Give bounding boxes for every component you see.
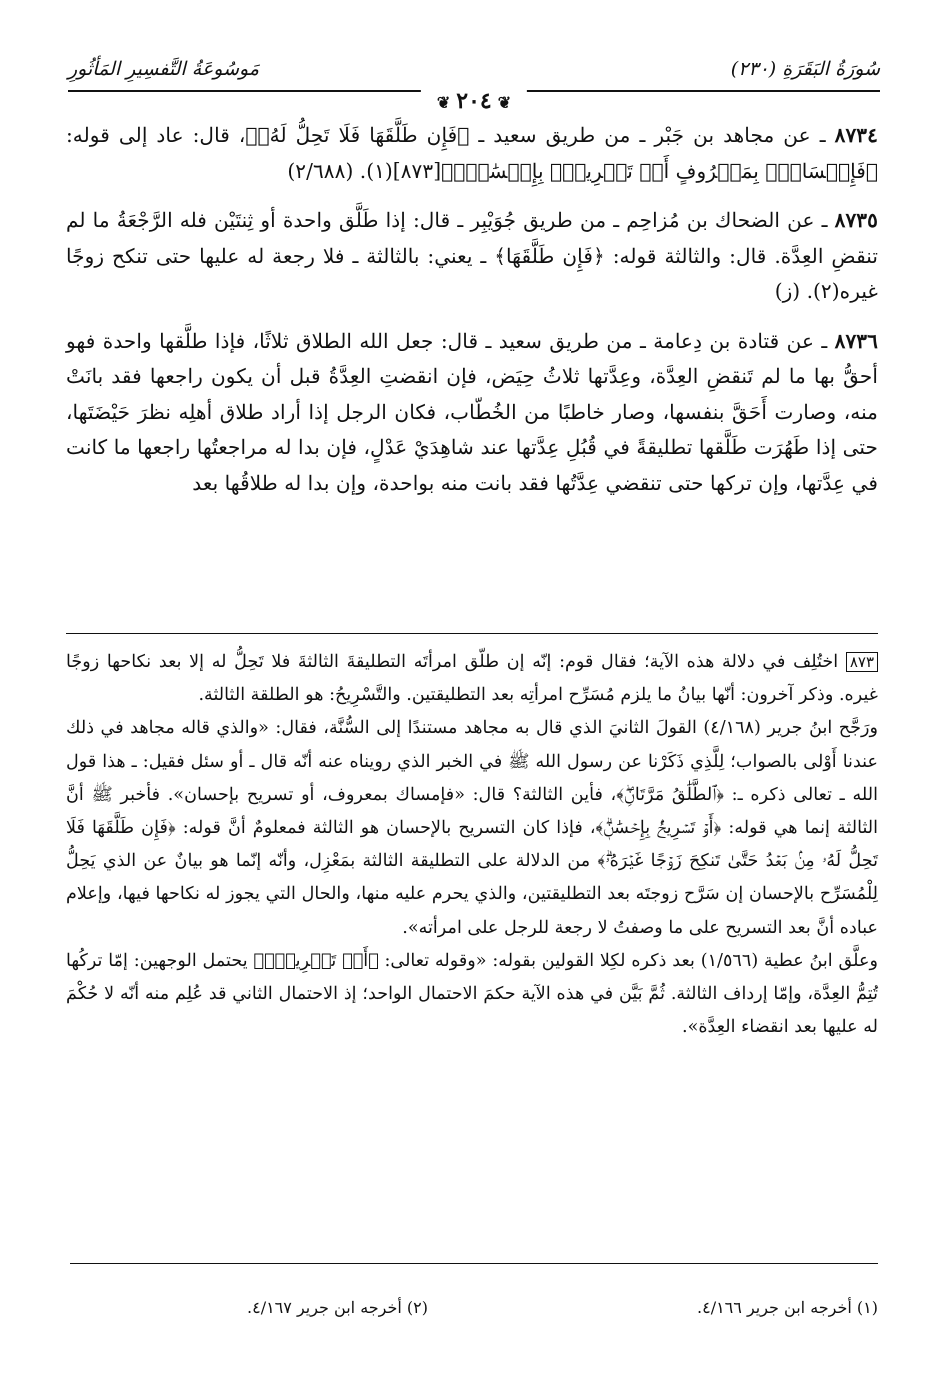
main-text bbox=[66, 118, 878, 515]
footnote-divider bbox=[70, 1263, 878, 1264]
commentary-notes bbox=[66, 646, 878, 1044]
note-paragraph: وعلَّق ابنُ عطية (١/٥٦٦) بعد ذكره لكِلا القولين بقوله: «وقوله تعالى: ﴿أَوۡ تَسۡرِيحُۢ﴾ يحتمل الوجهين: إمّا تركُها تُتِمُّ العِدَّة، وإمّا إرداف الثالثة. ثُمَّ بَيَّن في هذه الآية حكمَ الاحتمال الواحد؛ إذ الاحتمال الثاني قد عُلِم منه أنّه لا حُكْمَ له عليها بعد انقضاء العِدَّة». bbox=[66, 950, 878, 1038]
notes-divider bbox=[66, 633, 878, 634]
narration-number: ٨٧٣٦ bbox=[834, 328, 878, 353]
note-marker: ٨٧٣ bbox=[846, 652, 878, 672]
ornament-icon: ❦ bbox=[436, 93, 451, 112]
note-paragraph bbox=[66, 646, 878, 712]
page-header bbox=[68, 52, 880, 92]
narration-number: ٨٧٣٥ bbox=[834, 208, 878, 232]
narration-text: ـ عن قتادة بن دِعامة ـ من طريق سعيد ـ قال: جعل الله الطلاق ثلاثًا، فإذا طلَّقها واحدة فهو أحقُّ بها ما لم تَنقضِ العِدَّة، وعِدَّتها ثلاثُ حِيَض، فإن انقضتِ العِدَّةُ قبل أن يكون راجعها فقد بانَتْ منه، وصارت أَحَقَّ بنفسها، وصار خاطبًا من الخُطّاب، فكان الرجل إذا أراد طلاق أهلِه نظرَ حَيْضَتَها، حتى إذا طَهُرَت طَلَّقها تطليقةً في قُبُلِ عِدَّتها عند شاهِدَيْ عَدْلٍ، فإن بدا له مراجعتُها راجعها ما كانت في عِدَّتها، وإن تركها حتى تنقضي عِدَّتُها فقد بانت منه بواحدة، وإن بدا له طلاقُها بعد bbox=[66, 328, 878, 495]
page-number-value: ٢٠٤ bbox=[456, 88, 492, 114]
footnote-1: (١) أخرجه ابن جرير ٤/١٦٦. bbox=[697, 1298, 878, 1317]
ornament-icon: ❦ bbox=[497, 93, 512, 112]
note-text: اختُلِف في دلالة هذه الآية؛ فقال قوم: إنّه إن طلّق امرأتَه التطليقةَ الثالثةَ فلا تَحِلُّ له إلا بعد نكاحها زوجًا غيره. وذكر آخرون: أنّها بيانُ ما يلزم مُسَرِّح امرأتِه بعد التطليقتين. والتَّسْرِيحُ: هو الطلقة الثالثة. bbox=[66, 652, 878, 706]
narration-8734 bbox=[66, 118, 878, 189]
narration-text: ـ عن مجاهد بن جَبْر ـ من طريق سعيد ـ ﴿فَإِن طَلَّقَهَا فَلَا تَحِلُّ لَهُۥ﴾، قال: عاد إلى قوله: ﴿فَإِمۡسَاكُۢ بِمَعۡرُوفٍ أَوۡ تَسۡرِيحُۢ بِإِحۡسَٰنٖۗ﴾[٨٧٣](١). (٢/٦٨٨) bbox=[66, 123, 878, 183]
narration-8736 bbox=[66, 324, 878, 502]
narration-text: ـ عن الضحاك بن مُزاحِم ـ من طريق جُوَيْبِر ـ قال: إذا طَلَّق واحدة أو ثِنتَيْن فله الرَّجْعَةُ ما لم تنقضِ العِدَّة. قال: والثالثة قوله: ﴿فَإِن طَلَّقَهَا﴾ ـ يعني: بالثالثة ـ فلا رجعة له عليها حتى تنكح زوجًا غيره(٢). (ز) bbox=[66, 208, 878, 303]
narration-8735 bbox=[66, 203, 878, 310]
page-number bbox=[421, 88, 527, 114]
note-paragraph: ورَجَّح ابنُ جرير (٤/١٦٨) القولَ الثانيَ الذي قال به مجاهد مستندًا إلى السُّنَّة، فقال: «والذي قاله مجاهد في ذلك عندنا أَوْلى بالصواب؛ لِلَّذِي ذَكَرْنا عن رسول الله ﷺ في الخبر الذي رويناه عنه أنّه قال ـ أو سئل فقيل: ـ هذا قول الله ـ تعالى ذكره ـ: ﴿ٱلطَّلَٰقُ مَرَّتَانِۖ﴾، فأين الثالثة؟ قال: «فإمساك بمعروف، أو تسريح بإحسان». فأخبر ﷺ أنَّ الثالثة إنما هي قوله: ﴿أَوۡ تَسۡرِيحُۢ بِإِحۡسَٰنٖۗ﴾، فإذا كان التسريح بالإحسان هو الثالثة فمعلومٌ أنَّ قوله: ﴿فَإِن طَلَّقَهَا فَلَا تَحِلُّ لَهُۥ مِنۢ بَعۡدُ حَتَّىٰ تَنكِحَ زَوۡجًا غَيۡرَهُۥۗ﴾ من الدلالة على التطليقة الثالثة بمَعْزِل، وأنّه إنّما هو بيانٌ عن الذي يَحِلُّ لِلْمُسَرِّح بالإحسان إن سَرَّح زوجتَه بعد التطليقتين، والذي يحرم عليه منها، والحال التي يجوز له نكاحها فيها، وإعلام عباده أنَّ بعد التسريح على ما وصفتُ لا رجعة للرجل على امرأته». bbox=[66, 718, 878, 938]
narration-number: ٨٧٣٤ bbox=[834, 123, 878, 147]
footnote-2: (٢) أخرجه ابن جرير ٤/١٦٧. bbox=[247, 1298, 428, 1317]
surah-title: سُورَةُ البَقَرَةِ (٢٣٠) bbox=[730, 58, 880, 80]
book-title: مَوسُوعَةُ التَّفسِيرِ المَأثُورِ bbox=[68, 58, 260, 80]
